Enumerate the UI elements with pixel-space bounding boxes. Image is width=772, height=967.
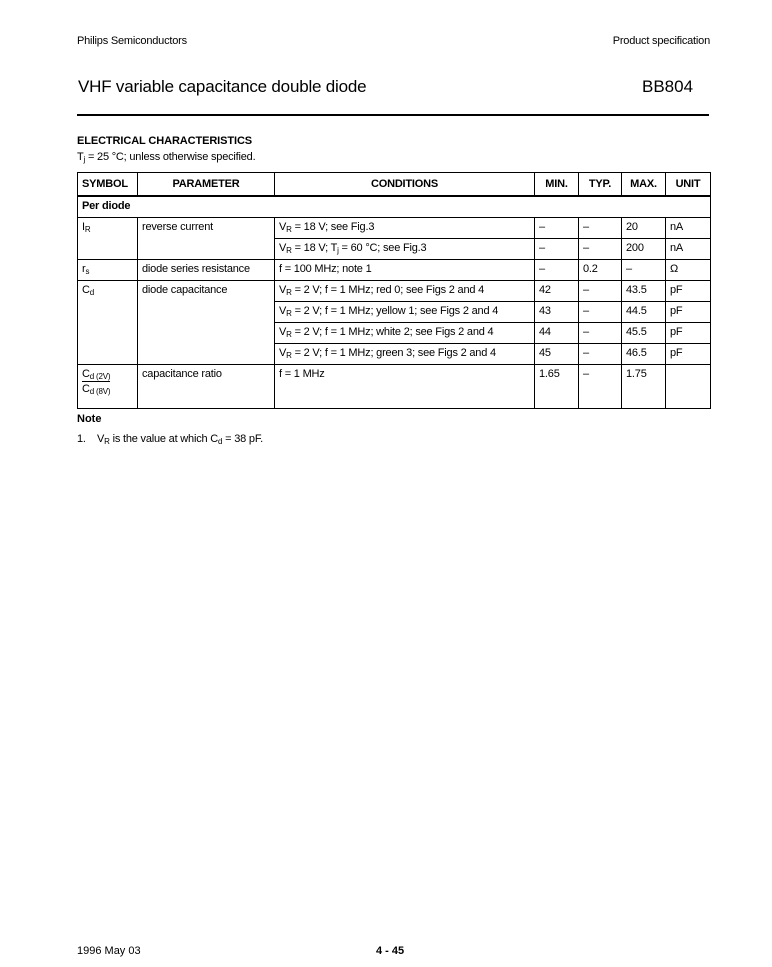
capacitance-ratio-fraction [82, 368, 110, 395]
unit-cell: nA [666, 239, 711, 260]
conditions-cell: f = 100 MHz; note 1 [275, 260, 535, 281]
header-divider [77, 114, 709, 116]
cond-subscript: R [286, 309, 292, 318]
col-header-min: MIN. [535, 173, 579, 197]
min-cell: – [535, 239, 579, 260]
note-text: is the value at which C [109, 433, 219, 445]
denominator-subscript: d (8V) [89, 387, 111, 396]
symbol-text: C [82, 284, 90, 296]
conditions-cell [275, 323, 535, 344]
min-cell: 42 [535, 281, 579, 302]
unit-cell: nA [666, 218, 711, 239]
condition-symbol: T [77, 151, 84, 163]
table-row [78, 218, 711, 239]
note-subscript: d [218, 437, 223, 446]
max-cell: 46.5 [622, 344, 666, 365]
note-heading: Note [77, 413, 102, 425]
typ-cell: – [579, 365, 622, 409]
note-1 [77, 433, 263, 445]
part-number: BB804 [642, 77, 694, 96]
parameter-cell: diode capacitance [138, 281, 275, 365]
cond-subscript: R [286, 246, 292, 255]
typ-cell: – [579, 239, 622, 260]
cond-text: = 18 V; T [291, 242, 338, 254]
symbol-subscript: s [85, 267, 90, 276]
conditions-cell [275, 344, 535, 365]
conditions-cell [275, 281, 535, 302]
unit-cell: Ω [666, 260, 711, 281]
cond-symbol: V [279, 305, 287, 317]
typ-cell: – [579, 344, 622, 365]
col-header-parameter: PARAMETER [138, 173, 275, 197]
min-cell: – [535, 260, 579, 281]
typ-cell: – [579, 323, 622, 344]
symbol-subscript: R [84, 225, 91, 234]
col-header-symbol: SYMBOL [78, 173, 138, 197]
conditions-cell [275, 218, 535, 239]
cond-symbol: V [279, 221, 287, 233]
min-cell: 45 [535, 344, 579, 365]
symbol-cell [78, 218, 138, 260]
cond-subscript: j [337, 246, 339, 255]
max-cell: 45.5 [622, 323, 666, 344]
col-header-max: MAX. [622, 173, 666, 197]
fraction-denominator [82, 382, 110, 395]
cond-subscript: R [286, 351, 292, 360]
denominator-symbol: C [82, 383, 90, 395]
cond-subscript: R [286, 225, 292, 234]
min-cell: 43 [535, 302, 579, 323]
min-cell: 44 [535, 323, 579, 344]
conditions-cell: f = 1 MHz [275, 365, 535, 409]
cond-text: = 60 °C; see Fig.3 [338, 242, 427, 254]
parameter-cell: diode series resistance [138, 260, 275, 281]
section-title: ELECTRICAL CHARACTERISTICS [77, 135, 253, 147]
note-symbol: V [97, 433, 105, 445]
note-number: 1. [77, 433, 86, 445]
parameter-cell: capacitance ratio [138, 365, 275, 409]
document-type: Product specification [612, 35, 710, 47]
fraction-numerator [82, 368, 110, 382]
table-row [78, 260, 711, 281]
cond-text: = 2 V; f = 1 MHz; green 3; see Figs 2 and 4 [291, 347, 496, 359]
unit-cell: pF [666, 302, 711, 323]
unit-cell: pF [666, 281, 711, 302]
max-cell: 20 [622, 218, 666, 239]
table-group-row [78, 196, 711, 218]
parameter-cell: reverse current [138, 218, 275, 260]
numerator-subscript: d (2V) [89, 372, 111, 381]
cond-subscript: R [286, 330, 292, 339]
unit-cell [666, 365, 711, 409]
numerator-symbol: C [82, 368, 90, 380]
cond-text: = 2 V; f = 1 MHz; white 2; see Figs 2 and 4 [291, 326, 494, 338]
cond-subscript: R [286, 288, 292, 297]
symbol-cell [78, 365, 138, 409]
note-subscript: R [104, 437, 110, 446]
typ-cell: – [579, 218, 622, 239]
unit-cell: pF [666, 344, 711, 365]
symbol-cell [78, 281, 138, 365]
cond-text: = 2 V; f = 1 MHz; red 0; see Figs 2 and 4 [291, 284, 485, 296]
table-row [78, 365, 711, 409]
symbol-text: r [82, 263, 86, 275]
cond-text: = 2 V; f = 1 MHz; yellow 1; see Figs 2 and 4 [291, 305, 499, 317]
typ-cell: – [579, 281, 622, 302]
col-header-typ: TYP. [579, 173, 622, 197]
conditions-cell [275, 239, 535, 260]
max-cell: 1.75 [622, 365, 666, 409]
electrical-characteristics-table [77, 172, 711, 409]
max-cell: 200 [622, 239, 666, 260]
symbol-text: I [82, 221, 85, 233]
footer-date: 1996 May 03 [77, 945, 141, 957]
table-row [78, 281, 711, 302]
group-label: Per diode [78, 196, 711, 218]
cond-symbol: V [279, 347, 287, 359]
typ-cell: – [579, 302, 622, 323]
company-name: Philips Semiconductors [77, 35, 187, 47]
col-header-conditions: CONDITIONS [275, 173, 535, 197]
max-cell: 43.5 [622, 281, 666, 302]
cond-symbol: V [279, 284, 287, 296]
cond-symbol: V [279, 242, 287, 254]
col-header-unit: UNIT [666, 173, 711, 197]
note-text: = 38 pF. [222, 433, 263, 445]
table-header-row [78, 173, 711, 197]
max-cell: 44.5 [622, 302, 666, 323]
cond-symbol: V [279, 326, 287, 338]
unit-cell: pF [666, 323, 711, 344]
document-title: VHF variable capacitance double diode [78, 77, 367, 96]
condition-subscript: j [83, 155, 86, 164]
typ-cell: 0.2 [579, 260, 622, 281]
conditions-cell [275, 302, 535, 323]
section-conditions [77, 151, 255, 163]
max-cell: – [622, 260, 666, 281]
symbol-cell [78, 260, 138, 281]
footer-page-number: 4 - 45 [376, 945, 405, 957]
min-cell: – [535, 218, 579, 239]
condition-text: = 25 °C; unless otherwise specified. [85, 151, 256, 163]
min-cell: 1.65 [535, 365, 579, 409]
symbol-subscript: d [89, 288, 94, 297]
cond-text: = 18 V; see Fig.3 [291, 221, 375, 233]
